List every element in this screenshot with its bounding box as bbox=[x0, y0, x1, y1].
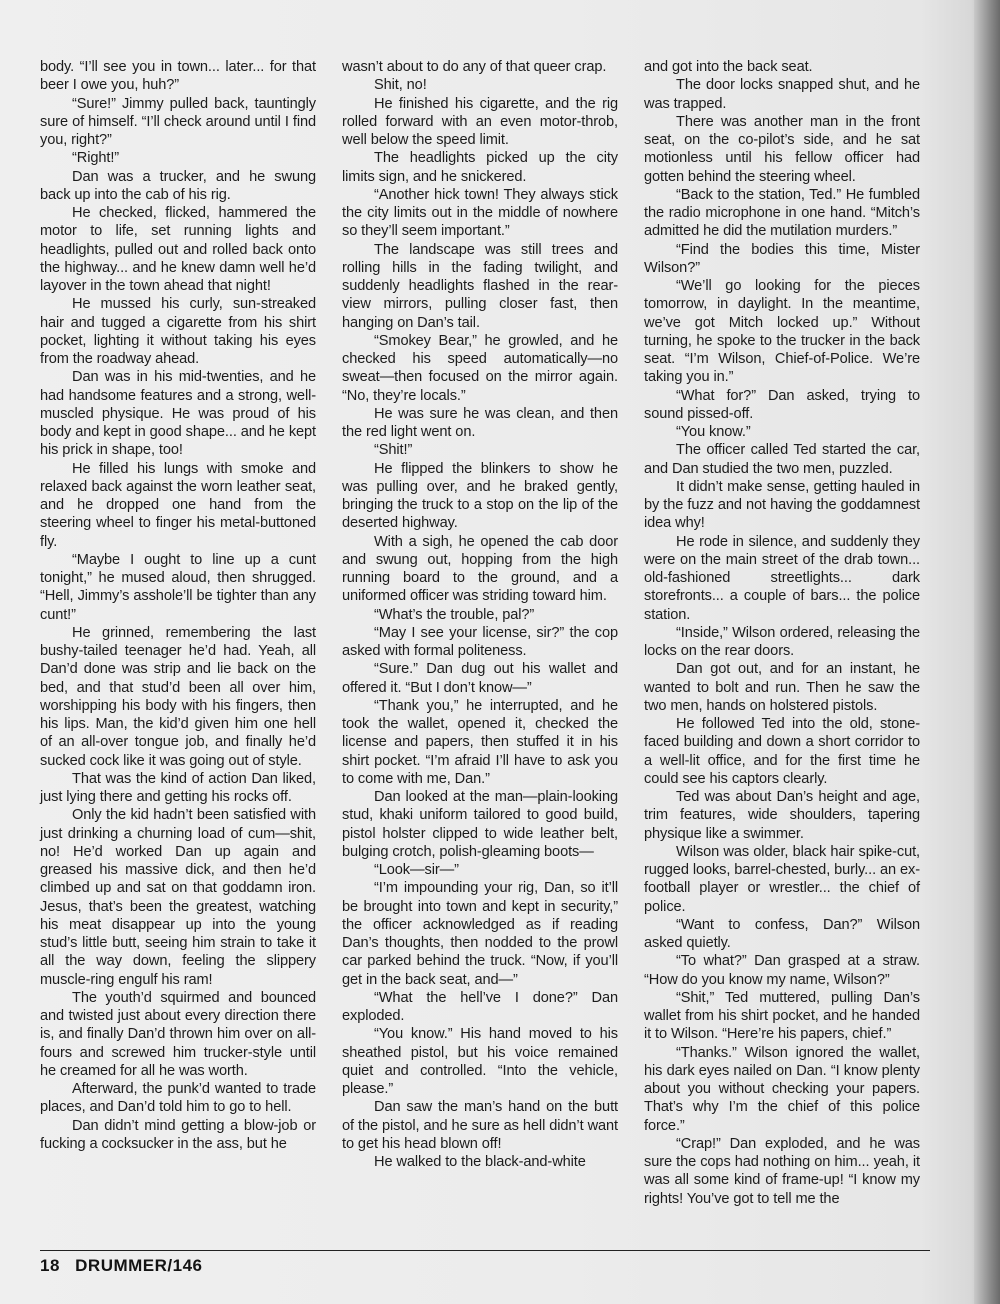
paragraph: He filled his lungs with smoke and relaxed back against the worn leather seat, and he dropped one hand from the steering wheel to finger his metal-buttoned fly. bbox=[40, 460, 316, 550]
paragraph: Dan was in his mid-twenties, and he had handsome features and a strong, well-muscled physique. He was proud of his body and kept in good shape... and he kept his prick in shape, too! bbox=[40, 369, 316, 459]
paragraph: He checked, flicked, hammered the motor to life, set running lights and headlights, pulled out and rolled back onto the highway... and he knew damn well he’d layover in the town ahead that night! bbox=[40, 205, 316, 294]
page-footer bbox=[40, 1256, 213, 1276]
paragraph: With a sigh, he opened the cab door and swung out, hopping from the high running board to the ground, and a uniformed officer was striding toward him. bbox=[342, 533, 618, 605]
paragraph: Dan saw the man’s hand on the butt of the pistol, and he sure as hell didn’t want to get his head blown off! bbox=[342, 1099, 618, 1152]
paragraph: “Back to the station, Ted.” He fumbled the radio microphone in one hand. “Mitch’s admitted he did the mutilation murders.” bbox=[644, 186, 920, 240]
paragraph: “Thank you,” he interrupted, and he took the wallet, opened it, checked the license and papers, then stuffed it in his shirt pocket. “I’m afraid I’ll have to ask you to come with me, Dan.” bbox=[342, 697, 618, 787]
paragraph: The youth’d squirmed and bounced and twisted just about every direction there is, and finally Dan’d thrown him over on all-fours and screwed him trucker-style until he creamed for all he was worth. bbox=[40, 989, 316, 1079]
paragraph: “May I see your license, sir?” the cop asked with formal politeness. bbox=[342, 624, 618, 659]
paragraph: Dan got out, and for an instant, he wanted to bolt and run. Then he saw the two men, hands on holstered pistols. bbox=[644, 661, 920, 714]
paragraph: That was the kind of action Dan liked, just lying there and getting his rocks off. bbox=[40, 770, 316, 805]
paragraph: “Right!” bbox=[72, 150, 120, 167]
paragraph: Dan was a trucker, and he swung back up into the cab of his rig. bbox=[40, 168, 316, 203]
paragraph: “What’s the trouble, pal?” bbox=[374, 606, 535, 623]
paragraph: “Maybe I ought to line up a cunt tonight,” he mused aloud, then shrugged. “Hell, Jimmy’s asshole’ll be tighter than any cunt!” bbox=[40, 551, 316, 623]
paragraph: The officer called Ted started the car, and Dan studied the two men, puzzled. bbox=[644, 442, 920, 477]
paragraph: The door locks snapped shut, and he was trapped. bbox=[644, 77, 920, 112]
column-2 bbox=[342, 58, 618, 1208]
paragraph: There was another man in the front seat, on the co-pilot’s side, and he sat motionless until his fellow officer had gotten behind the steering wheel. bbox=[644, 113, 920, 185]
paragraph: “Sure!” Jimmy pulled back, tauntingly sure of himself. “I’ll check around until I find you, right?” bbox=[40, 95, 316, 148]
paragraph: “Inside,” Wilson ordered, releasing the locks on the rear doors. bbox=[644, 624, 920, 659]
paragraph: wasn’t about to do any of that queer crap. bbox=[342, 59, 607, 75]
publication-issue: DRUMMER/146 bbox=[75, 1256, 203, 1275]
paragraph: “Shit,” Ted muttered, pulling Dan’s wallet from his shirt pocket, and he handed it to Wilson. “Here’re his papers, chief.” bbox=[644, 989, 920, 1043]
paragraph: “What the hell’ve I done?” Dan exploded. bbox=[342, 989, 618, 1024]
paragraph: “I’m impounding your rig, Dan, so it’ll be brought into town and kept in security,” the officer acknowledged as if reading Dan’s thoughts, then nodded to the prowl car parked behind the truck. “Now, if you’ll get in the back seat, and—” bbox=[342, 880, 618, 988]
paragraph: “Crap!” Dan exploded, and he was sure the cops had nothing on him... yeah, it was all some kind of frame-up! “I know my rights! You’ve got to tell me the bbox=[644, 1135, 920, 1207]
paragraph: “We’ll go looking for the pieces tomorrow, in daylight. In the meantime, we’ve got Mitch locked up.” Without turning, he spoke to the trucker in the back seat. “I’m Wilson, Chief-of-Police. We’re taking you in.” bbox=[644, 278, 920, 386]
paragraph: He finished his cigarette, and the rig rolled forward with an even motor-throb, well below the speed limit. bbox=[342, 95, 618, 148]
paragraph: The headlights picked up the city limits sign, and he snickered. bbox=[342, 150, 618, 185]
paragraph: He flipped the blinkers to show he was pulling over, and he braked gently, bringing the truck to a stop on the lip of the deserted highway. bbox=[342, 460, 618, 532]
paragraph: body. “I’ll see you in town... later... for that beer I owe you, huh?” bbox=[40, 59, 316, 94]
paragraph: “Smokey Bear,” he growled, and he checked his speed automatically—no sweat—then focused on the mirror again. “No, they’re locals.” bbox=[342, 332, 618, 404]
paragraph: He was sure he was clean, and then the red light went on. bbox=[342, 405, 618, 440]
footer-rule bbox=[40, 1250, 930, 1251]
paragraph: He rode in silence, and suddenly they were on the main street of the drab town... old-fashioned streetlights... dark storefronts... a couple of bars... the police station. bbox=[644, 533, 920, 623]
paragraph: “You know.” His hand moved to his sheathed pistol, but his voice remained quiet and controlled. “Into the vehicle, please.” bbox=[342, 1026, 618, 1097]
column-1 bbox=[40, 58, 316, 1208]
text-columns bbox=[40, 58, 920, 1208]
paragraph: He grinned, remembering the last bushy-tailed teenager he’d had. Yeah, all Dan’d done was strip and lie back on the bed, and that stud’d been all over him, worshipping his body with his fingers, then his lips. Man, the kid’d given him one hell of an all-over tongue job, and finally he’d sucked cock like it was going out of style. bbox=[40, 624, 316, 769]
paragraph: The landscape was still trees and rolling hills in the fading twilight, and suddenly headlights flashed in the rear-view mirrors, pulling closer fast, then hanging on Dan’s tail. bbox=[342, 241, 618, 331]
paragraph: Dan looked at the man—plain-looking stud, khaki uniform tailored to good build, pistol holster clipped to wide leather belt, bulging crotch, polish-gleaming boots— bbox=[342, 789, 618, 860]
paragraph: “What for?” Dan asked, trying to sound pissed-off. bbox=[644, 387, 920, 422]
paragraph: Afterward, the punk’d wanted to trade places, and Dan’d told him to go to hell. bbox=[40, 1081, 316, 1116]
page-number: 18 bbox=[40, 1256, 60, 1275]
paragraph: and got into the back seat. bbox=[644, 59, 813, 75]
paragraph: “Sure.” Dan dug out his wallet and offered it. “But I don’t know—” bbox=[342, 661, 618, 696]
paragraph: “To what?” Dan grasped at a straw. “How do you know my name, Wilson?” bbox=[644, 953, 920, 988]
paragraph: Dan didn’t mind getting a blow-job or fucking a cocksucker in the ass, but he bbox=[40, 1117, 316, 1152]
paragraph: Only the kid hadn’t been satisfied with just drinking a churning load of cum—shit, no! He’d worked Dan up again and greased his massive dick, and then he’d climbed up and sat on that goddamn iron. Jesus, that’s been the greatest, watching his meat disappear up into the young stud’s little butt, seeing him strain to take it all the way down, feeling the slippery muscle-ring engulf his ram! bbox=[40, 807, 316, 988]
paragraph: He mussed his curly, sun-streaked hair and tugged a cigarette from his shirt pocket, lighting it without taking his eyes from the roadway ahead. bbox=[40, 296, 316, 367]
paragraph: “Look—sir—” bbox=[374, 862, 459, 878]
paragraph: “Find the bodies this time, Mister Wilson?” bbox=[644, 241, 920, 276]
paragraph: It didn’t make sense, getting hauled in by the fuzz and not having the goddamnest idea why! bbox=[644, 478, 920, 532]
paragraph: He walked to the black-and-white bbox=[374, 1154, 586, 1170]
paragraph: Shit, no! bbox=[374, 77, 427, 94]
facing-page-edge bbox=[974, 0, 1000, 1304]
paragraph: He followed Ted into the old, stone-faced building and down a short corridor to a well-lit office, and for the first time he could see his captors clearly. bbox=[644, 716, 920, 787]
paragraph: “Thanks.” Wilson ignored the wallet, his dark eyes nailed on Dan. “I know plenty about you without checking your papers. That’s why I’m the chief of this police force.” bbox=[644, 1044, 920, 1134]
paragraph: “You know.” bbox=[676, 424, 751, 440]
column-3 bbox=[644, 58, 920, 1208]
paragraph: “Shit!” bbox=[374, 442, 413, 459]
paragraph: “Another hick town! They always stick the city limits out in the middle of nowhere so they’ll seem important.” bbox=[342, 186, 618, 240]
paragraph: “Want to confess, Dan?” Wilson asked quietly. bbox=[644, 916, 920, 951]
paragraph: Wilson was older, black hair spike-cut, rugged looks, barrel-chested, burly... an ex-football player or wrestler... the chief of police. bbox=[644, 843, 920, 915]
paragraph: Ted was about Dan’s height and age, trim features, wide shoulders, tapering physique like a swimmer. bbox=[644, 789, 920, 842]
